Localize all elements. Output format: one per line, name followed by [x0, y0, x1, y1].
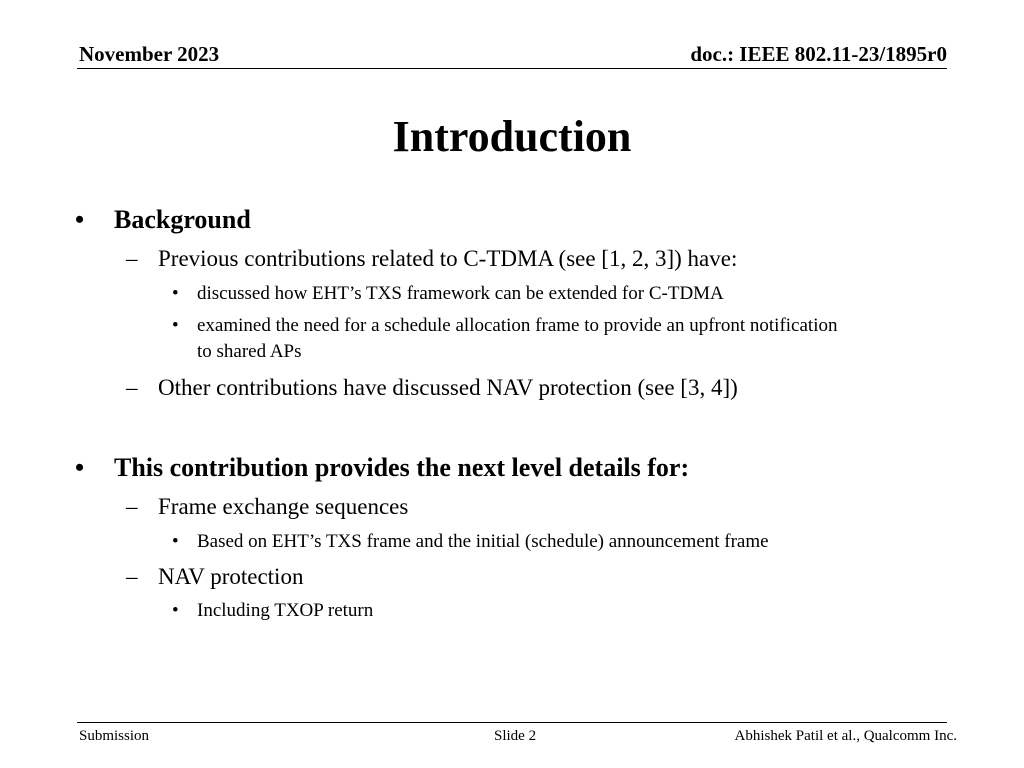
- footer-slide-number: Slide 2: [494, 728, 537, 744]
- footer-divider: [77, 722, 947, 723]
- sub-bullet-previous-contributions: [126, 246, 738, 272]
- bullet-marker: •: [172, 283, 179, 304]
- contribution-heading: This contribution provides the next level details for:: [114, 453, 690, 482]
- bullet-background: [75, 205, 251, 235]
- previous-contributions-text: Previous contributions related to C-TDMA (see [1, 2, 3]) have:: [158, 246, 738, 271]
- bullet-this-contribution: [75, 453, 690, 483]
- schedule-allocation-text: examined the need for a schedule allocation frame to provide an upfront notification: [197, 315, 838, 336]
- header-divider: [77, 68, 947, 69]
- point-txop-return: [172, 600, 374, 622]
- dash-marker: –: [126, 246, 138, 271]
- bullet-marker: •: [172, 600, 179, 621]
- schedule-allocation-text-continued: to shared APs: [197, 341, 302, 362]
- bullet-marker: •: [172, 315, 179, 336]
- point-schedule-allocation: [172, 315, 838, 337]
- nav-discussion-text: Other contributions have discussed NAV protection (see [3, 4]): [158, 375, 738, 400]
- bullet-marker: •: [75, 453, 85, 482]
- txop-return-text: Including TXOP return: [197, 600, 374, 621]
- frame-exchange-text: Frame exchange sequences: [158, 494, 409, 519]
- dash-marker: –: [126, 375, 138, 400]
- dash-marker: –: [126, 494, 138, 519]
- point-txs-framework: [172, 283, 724, 305]
- header-date: November 2023: [79, 42, 220, 66]
- txs-frame-text: Based on EHT’s TXS frame and the initial (schedule) announcement frame: [197, 531, 769, 552]
- header-doc-id: doc.: IEEE 802.11-23/1895r0: [690, 42, 947, 66]
- background-heading: Background: [114, 205, 251, 234]
- footer-author: Abhishek Patil et al., Qualcomm Inc.: [734, 728, 957, 744]
- slide-title: Introduction: [392, 112, 632, 161]
- txs-framework-text: discussed how EHT’s TXS framework can be extended for C-TDMA: [197, 283, 724, 304]
- nav-protection-text: NAV protection: [158, 564, 304, 589]
- bullet-marker: •: [172, 531, 179, 552]
- sub-bullet-nav-discussion: [126, 375, 738, 401]
- sub-bullet-nav-protection: [126, 564, 304, 590]
- point-txs-frame: [172, 531, 769, 553]
- footer-submission: Submission: [79, 728, 150, 744]
- dash-marker: –: [126, 564, 138, 589]
- bullet-marker: •: [75, 205, 85, 234]
- sub-bullet-frame-exchange: [126, 494, 409, 520]
